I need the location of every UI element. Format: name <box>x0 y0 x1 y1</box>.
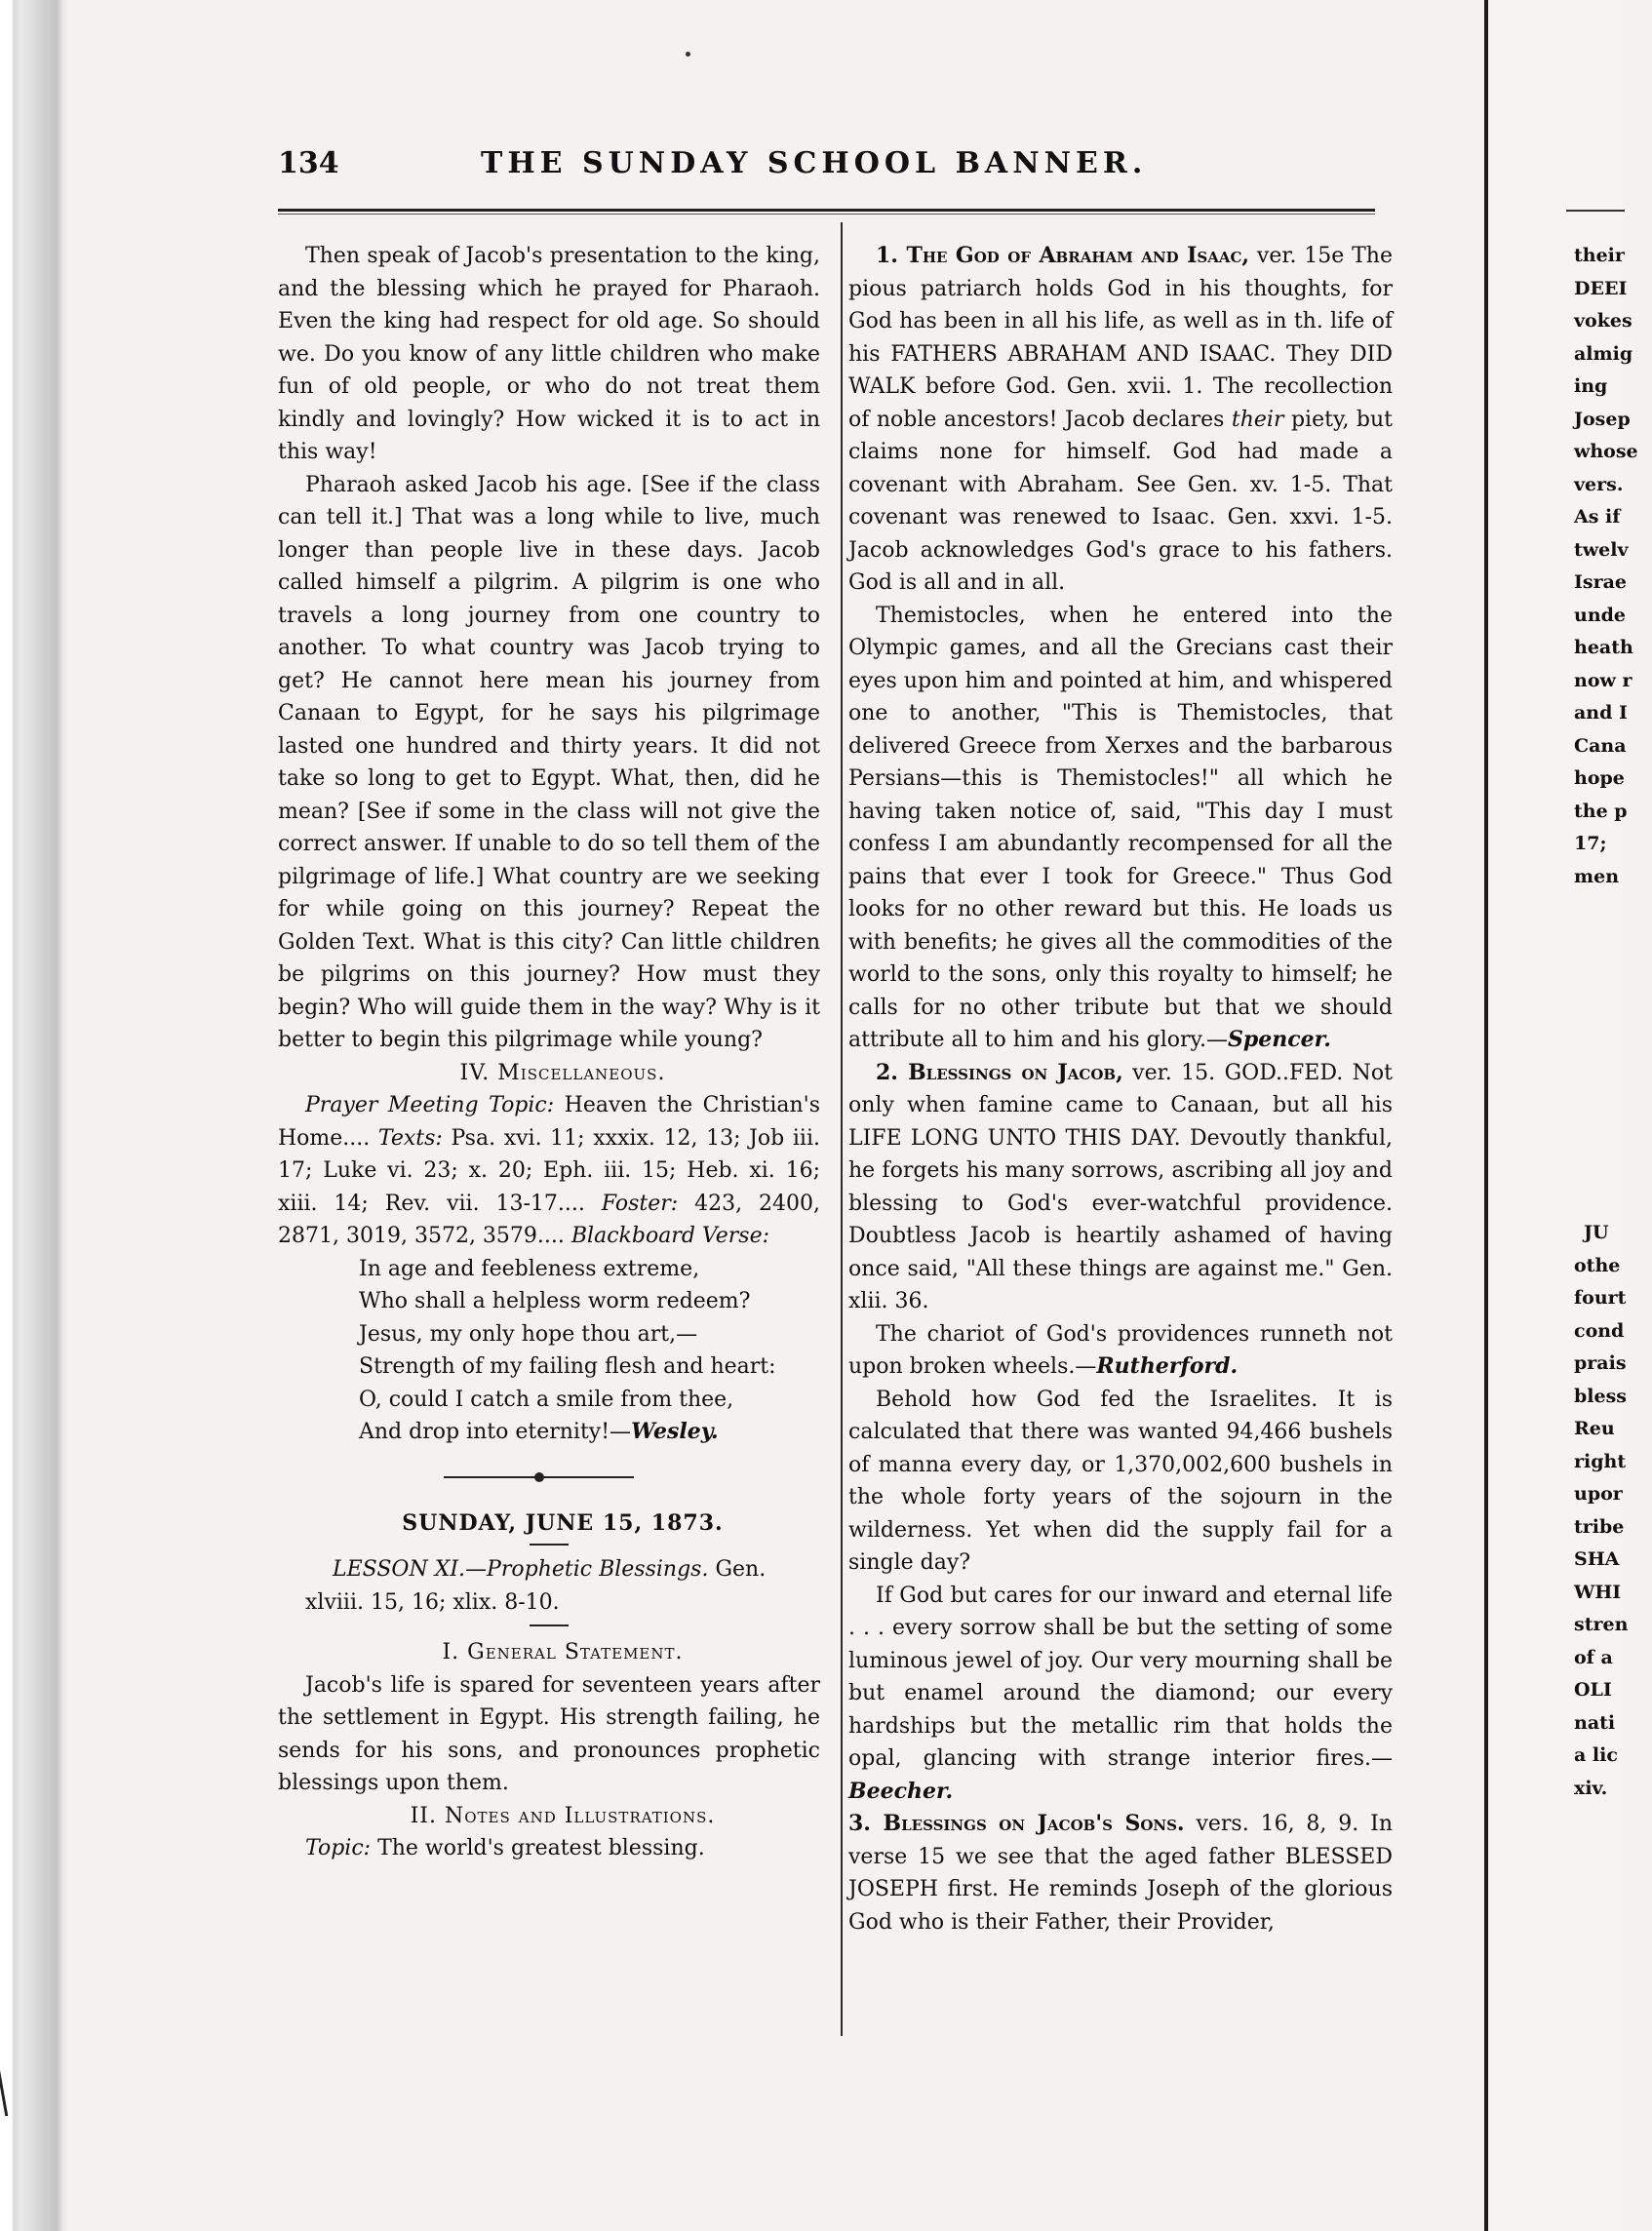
paragraph-pharaoh-age: Pharaoh asked Jacob his age. [See if the class can tell it.] That was a long while to live, much longer than people live in these days. Jacob called himself a pilgrim. A pilgrim is one who travels a long journey from one country to another. To what country was Jacob trying to get? He cannot here mean his journey from Canaan to Egypt, for he says his pilgrimage lasted one hundred and thirty years. It did not take so long to get to Egypt. What, then, did he mean? [See if some in the class will not give the correct answer. If unable to do so tell them of the pilgrimage of life.] What country are we seeking for while going on this journey? Repeat the Golden Text. What is this city? Can little children be pilgrims on this journey? How must they begin? Who will guide them in the way? Why is it better to begin this pilgrimage while young? <box>278 472 820 1052</box>
texts-label: Texts: <box>377 1125 443 1151</box>
verse-line: O, could I catch a smile from thee, <box>359 1387 734 1412</box>
ink-speck <box>686 52 690 57</box>
adjacent-line: nati <box>1574 1711 1616 1734</box>
heading-notes-illustrations: II. Notes and Illustrations. <box>410 1803 716 1828</box>
lesson-title <box>278 1553 820 1619</box>
adjacent-line: OLI <box>1574 1679 1612 1701</box>
adjacent-line: Josep <box>1574 408 1631 430</box>
adjacent-line: whose <box>1574 441 1638 462</box>
verse-line: And drop into eternity!— <box>359 1420 632 1444</box>
topic-label: Topic: <box>305 1836 372 1860</box>
topic-text: The world's greatest blessing. <box>371 1836 705 1860</box>
paragraph-god-of-abraham <box>848 240 1393 600</box>
adjacent-line: As if <box>1574 506 1621 528</box>
verse-line-last <box>278 1416 820 1449</box>
adjacent-line: Cana <box>1574 734 1627 757</box>
left-column <box>278 240 820 1865</box>
texts-text: Psa. xvi. 11; xxxix. 12, 13; Job iii. 17; Luke vi. 23; x. 20; Eph. iii. 15; Heb. xi. 16; xiii. 14; Rev. vii. 13-17.... <box>278 1125 820 1216</box>
small-rule <box>530 1544 569 1546</box>
if-god-text: If God but cares for our inward and eternal life . . . every sorrow shall be but the setting of some luminous jewel of joy. Our very mourning shall be but enamel around the diamond; our every hardships but the metallic rim that holds the opal, glancing with strange interior fires.— <box>848 1583 1393 1771</box>
lesson-reference: Gen. xlviii. 15, 16; xlix. 8-10. <box>305 1557 767 1615</box>
paragraph-themistocles <box>848 600 1393 1057</box>
book-binding-edge <box>0 0 68 2231</box>
section-1-text: ver. 15e The pious patriarch holds God in his thoughts, for God has been in all his life, as well as in th. life of his FATHERS ABRAHAM AND ISAAC. They DID WALK before God. Gen. xvii. 1. The recollection of noble ancestors! Jacob declares <box>848 244 1393 432</box>
adjacent-line: Israe <box>1574 571 1627 593</box>
adjacent-line: othe <box>1574 1254 1621 1276</box>
lesson-label: LESSON XI.—Prophetic Blessings. <box>333 1557 709 1582</box>
paragraph-manna: Behold how God fed the Israelites. It is calculated that there was wanted 94,466 bushels of manna every day, or 1,370,002,600 bushels in the whole forty years of the sojourn in the wilderness. Yet when did the supply fail for a single day? <box>848 1387 1393 1575</box>
verse-line: Strength of my failing flesh and heart: <box>359 1354 776 1379</box>
adjacent-page-fragment <box>1488 0 1638 2231</box>
section-1-heading: 1. The God of Abraham and Isaac, <box>876 243 1250 268</box>
adjacent-line: tribe <box>1574 1515 1625 1538</box>
adjacent-line: WHI <box>1574 1581 1622 1603</box>
column-divider <box>841 222 843 2036</box>
section-separator <box>278 1449 820 1507</box>
adjacent-line: fourt <box>1574 1287 1627 1309</box>
adjacent-line: stren <box>1574 1614 1629 1635</box>
paragraph-general-statement: Jacob's life is spared for seventeen years after the settlement in Egypt. His strength failing, he sends for his sons, and pronounces prophetic blessings upon them. <box>278 1672 820 1795</box>
emphasis-their: their <box>1231 407 1284 432</box>
adjacent-line: right <box>1574 1450 1627 1472</box>
verse-attribution: Wesley. <box>631 1419 719 1444</box>
adjacent-line: ing <box>1574 375 1608 397</box>
prayer-topic-label: Prayer Meeting Topic: <box>305 1093 555 1117</box>
adjacent-line: unde <box>1574 604 1627 626</box>
verse-line: Who shall a helpless worm redeem? <box>359 1289 751 1313</box>
blackboard-verse-label: Blackboard Verse: <box>570 1224 770 1248</box>
paragraph-topic <box>278 1832 820 1865</box>
adjacent-line: heath <box>1574 637 1633 658</box>
adjacent-line: of a <box>1574 1646 1613 1668</box>
paragraph-if-god-cares <box>848 1580 1393 1809</box>
adjacent-line: now r <box>1574 669 1632 691</box>
adjacent-line: DEEI <box>1574 277 1628 299</box>
themistocles-text: Themistocles, when he entered into the Olympic games, and all the Grecians cast their eyes upon him and pointed at him, and whispered one to another, "This is Themistocles, that delivered Greece from Xerxes and the barbarous Persians—this is Themistocles!" all which he having taken notice of, said, "This day I must confess I am abundantly recompensed for all the pains that ever I took for Greece." Thus God looks for no other reward but this. He loads us with benefits; he gives all the commodities of the world to the sons, only this royalty to himself; he calls for no other tribute but that we should attribute all to him and his glory.— <box>848 603 1393 1052</box>
adjacent-line: xiv. <box>1574 1777 1608 1799</box>
adjacent-line: the p <box>1574 800 1628 822</box>
attribution-spencer: Spencer. <box>1228 1027 1331 1052</box>
adjacent-line: prais <box>1574 1352 1627 1374</box>
adjacent-line: SHA <box>1574 1548 1620 1570</box>
small-rule <box>530 1624 569 1626</box>
page-number: 134 <box>278 146 339 180</box>
adjacent-line: almig <box>1574 342 1633 365</box>
verse-line: Jesus, my only hope thou art,— <box>359 1321 698 1347</box>
attribution-rutherford: Rutherford. <box>1096 1353 1239 1379</box>
verse-line: In age and feebleness extreme, <box>359 1256 700 1281</box>
adjacent-line: Reu <box>1574 1418 1615 1439</box>
adjacent-header-rule <box>1566 210 1625 212</box>
right-column <box>848 240 1393 1938</box>
section-2-heading: 2. Blessings on Jacob, <box>876 1059 1123 1085</box>
heading-miscellaneous: IV. Miscellaneous. <box>459 1060 666 1085</box>
adjacent-line: vokes <box>1574 310 1632 332</box>
adjacent-line: bless <box>1574 1385 1627 1407</box>
section-2-text: ver. 15. GOD..FED. Not only when famine came to Canaan, but all his LIFE LONG UNTO THIS DAY. Devoutly thankful, he forgets his many sorrows, ascribing all joy and blessing to God's ever-watchful providence. Doubtless Jacob is heartily ashamed of having once said, "All these things are against me." Gen. xlii. 36. <box>848 1060 1393 1313</box>
section-3-heading: 3. Blessings on Jacob's Sons. <box>848 1811 1185 1836</box>
section-1-text-cont: piety, but claims none for himself. God had made a covenant with Abraham. See Gen. xv. 1-5. That covenant was renewed to Isaac. Gen. xxvi. 1-5. Jacob acknowledges God's grace to his fathers. God is all and in all. <box>848 407 1394 595</box>
attribution-beecher: Beecher. <box>848 1778 954 1804</box>
running-title: THE SUNDAY SCHOOL BANNER. <box>481 146 1148 180</box>
adjacent-line: cond <box>1574 1319 1625 1342</box>
header-rule-thin <box>278 214 1375 215</box>
adjacent-line: a lic <box>1574 1744 1618 1766</box>
adjacent-line: and I <box>1574 702 1628 724</box>
paragraph-chariot <box>848 1318 1393 1384</box>
chariot-text: The chariot of God's providences runneth not upon broken wheels.— <box>848 1321 1393 1379</box>
heading-general-statement: I. General Statement. <box>442 1640 684 1664</box>
adjacent-bottom-lines <box>1574 1217 1652 1805</box>
paragraph-blessings-sons <box>848 1808 1393 1938</box>
adjacent-line: 17; <box>1574 833 1607 854</box>
foster-text: 423, 2400, 2871, 3019, 3572, 3579.... <box>278 1191 820 1248</box>
adjacent-line: upor <box>1574 1483 1623 1505</box>
sunday-date-heading: SUNDAY, JUNE 15, 1873. <box>402 1509 724 1536</box>
paragraph-jacob-presentation: Then speak of Jacob's presentation to the king, and the blessing which he prayed for Pharaoh. Even the king had respect for old age. So should we. Do you know of any little children who make fun of old people, or who do not treat them kindly and lovingly? How wicked it is to act in this way! <box>278 244 820 464</box>
adjacent-top-lines <box>1574 240 1652 893</box>
paragraph-prayer-meeting <box>278 1089 820 1253</box>
section-3-text: vers. 16, 8, 9. In verse 15 we see that the aged father BLESSED JOSEPH first. He reminds Joseph of the glorious God who is their Father, their Provider, <box>848 1812 1393 1935</box>
header-rule <box>278 209 1375 212</box>
adjacent-line: vers. <box>1574 473 1624 495</box>
paragraph-blessings-jacob <box>848 1057 1393 1318</box>
adjacent-line: men <box>1574 865 1620 887</box>
adjacent-line: hope <box>1574 767 1625 789</box>
foster-label: Foster: <box>601 1191 679 1216</box>
page-header <box>278 146 1390 185</box>
adjacent-line: their <box>1574 245 1625 266</box>
adjacent-line: JU <box>1584 1222 1609 1243</box>
adjacent-line: twelv <box>1574 538 1629 561</box>
prayer-topic-text: Heaven the Christian's Home.... <box>278 1093 820 1151</box>
